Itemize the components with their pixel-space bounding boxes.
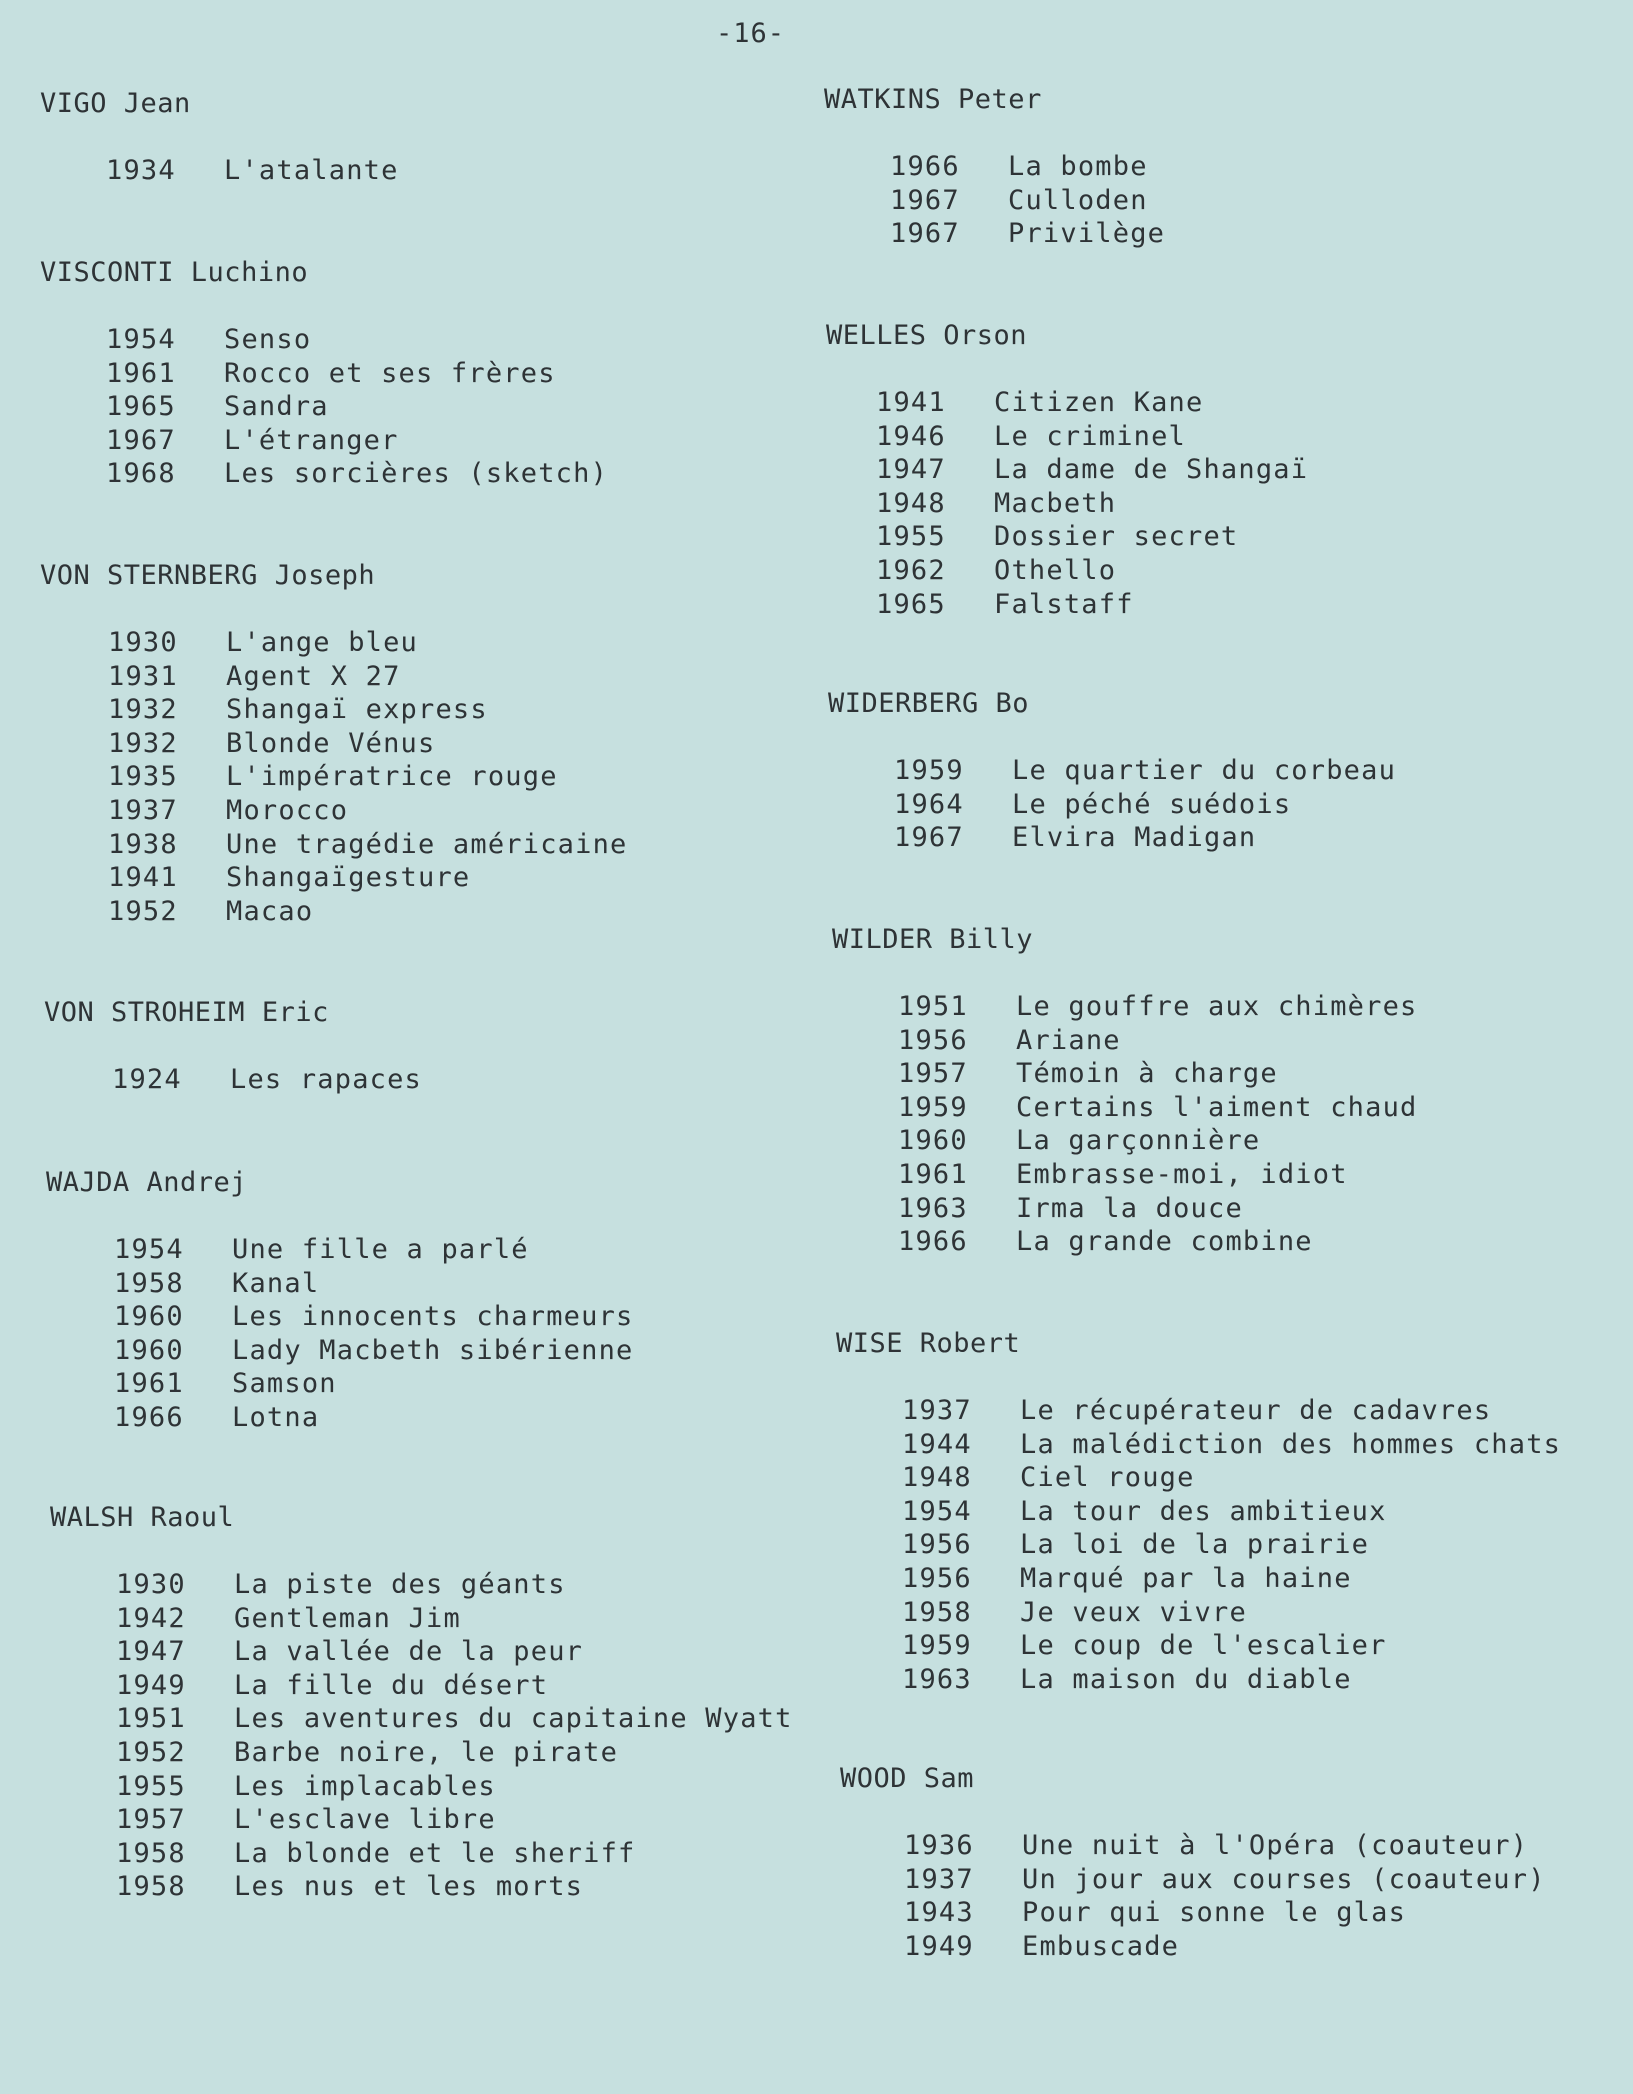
- film-title: Embrasse-moi, idiot: [1016, 1159, 1348, 1190]
- film-title: Le péché suédois: [1012, 788, 1292, 820]
- film-title: L'esclave libre: [234, 1804, 496, 1836]
- film-title: Les innocents charmeurs: [232, 1301, 634, 1333]
- film-title: Une fille a parlé: [232, 1234, 529, 1265]
- film-entry: [898, 991, 1417, 1022]
- film-entry: [876, 488, 1116, 519]
- film-year: 1948: [876, 487, 946, 519]
- director-name: WISE Robert: [836, 1328, 1021, 1359]
- film-title: L'impératrice rouge: [226, 761, 558, 793]
- film-year: 1942: [116, 1602, 186, 1634]
- film-year: 1955: [876, 521, 946, 553]
- film-year: 1935: [108, 761, 178, 793]
- film-entry: [894, 789, 1291, 820]
- film-entry: [116, 1838, 635, 1869]
- film-title: Privilège: [1008, 218, 1166, 250]
- film-year: 1943: [904, 1897, 974, 1929]
- film-entry: [114, 1402, 319, 1433]
- film-entry: [116, 1871, 583, 1902]
- film-year: 1937: [902, 1395, 972, 1426]
- film-title: Sandra: [224, 391, 329, 423]
- film-entry: [890, 151, 1148, 182]
- film-title: L'étranger: [224, 424, 399, 456]
- film-year: 1937: [904, 1863, 974, 1895]
- film-entry: [106, 324, 311, 355]
- film-entry: [898, 1058, 1278, 1089]
- film-entry: [112, 1064, 422, 1095]
- film-entry: [904, 1830, 1528, 1861]
- director-name: VIGO Jean: [40, 88, 191, 119]
- film-year: 1964: [894, 788, 964, 820]
- film-entry: [898, 1159, 1348, 1190]
- film-year: 1961: [898, 1159, 968, 1190]
- film-title: La blonde et le sheriff: [234, 1837, 636, 1869]
- film-title: La maison du diable: [1020, 1663, 1352, 1695]
- director-name: WALSH Raoul: [50, 1502, 235, 1533]
- film-title: La fille du désert: [234, 1669, 549, 1701]
- film-title: Elvira Madigan: [1012, 822, 1257, 854]
- film-entry: [902, 1630, 1387, 1661]
- film-title: Irma la douce: [1016, 1192, 1243, 1224]
- film-title: La dame de Shangaï: [994, 454, 1309, 486]
- film-year: 1930: [108, 627, 178, 658]
- film-title: Pour qui sonne le glas: [1022, 1897, 1407, 1929]
- film-entry: [108, 728, 435, 759]
- film-title: La vallée de la peur: [234, 1636, 584, 1668]
- film-entry: [106, 391, 329, 422]
- film-year: 1951: [116, 1703, 186, 1735]
- film-year: 1966: [898, 1226, 968, 1258]
- film-entry: [904, 1931, 1179, 1962]
- film-year: 1957: [116, 1804, 186, 1836]
- film-entry: [876, 521, 1238, 552]
- film-title: Dossier secret: [994, 521, 1239, 553]
- film-year: 1965: [876, 588, 946, 620]
- film-year: 1952: [116, 1737, 186, 1768]
- film-year: 1956: [902, 1529, 972, 1561]
- film-year: 1924: [112, 1064, 182, 1095]
- film-entry: [106, 155, 399, 186]
- film-entry: [876, 589, 1134, 620]
- film-title: Une tragédie américaine: [226, 828, 628, 860]
- film-year: 1960: [898, 1125, 968, 1157]
- director-name: VON STERNBERG Joseph: [40, 560, 376, 591]
- film-title: Samson: [232, 1368, 337, 1400]
- film-title: Les sorcières (sketch): [224, 458, 609, 490]
- film-year: 1932: [108, 727, 178, 759]
- film-title: Morocco: [226, 795, 349, 826]
- film-title: Le coup de l'escalier: [1020, 1630, 1387, 1662]
- film-year: 1958: [902, 1596, 972, 1628]
- film-title: Lady Macbeth sibérienne: [232, 1334, 634, 1366]
- film-entry: [898, 1092, 1417, 1123]
- film-year: 1967: [894, 822, 964, 854]
- film-title: La bombe: [1008, 151, 1148, 182]
- film-year: 1941: [108, 862, 178, 894]
- film-title: Shangaïgesture: [226, 862, 471, 894]
- film-entry: [898, 1025, 1121, 1056]
- film-entry: [108, 795, 348, 826]
- film-year: 1930: [116, 1569, 186, 1600]
- film-year: 1962: [876, 555, 946, 586]
- film-year: 1947: [116, 1636, 186, 1668]
- film-entry: [116, 1569, 566, 1600]
- film-entry: [902, 1563, 1352, 1594]
- film-title: Le quartier du corbeau: [1012, 755, 1397, 786]
- director-name: WIDERBERG Bo: [828, 688, 1030, 719]
- film-entry: [902, 1664, 1352, 1695]
- director-name: WAJDA Andrej: [46, 1167, 248, 1198]
- page-number: -16-: [716, 18, 786, 49]
- film-entry: [116, 1771, 496, 1802]
- film-year: 1948: [902, 1462, 972, 1494]
- film-year: 1966: [890, 151, 960, 182]
- film-year: 1958: [116, 1837, 186, 1869]
- film-year: 1965: [106, 391, 176, 423]
- film-year: 1954: [902, 1495, 972, 1527]
- film-entry: [890, 218, 1165, 249]
- film-title: Macao: [226, 895, 314, 927]
- film-year: 1954: [114, 1234, 184, 1265]
- film-year: 1931: [108, 660, 178, 692]
- film-year: 1956: [898, 1024, 968, 1056]
- film-title: Falstaff: [994, 588, 1134, 620]
- film-entry: [898, 1193, 1243, 1224]
- film-entry: [106, 358, 556, 389]
- film-year: 1952: [108, 895, 178, 927]
- director-name: WILDER Billy: [832, 924, 1034, 955]
- film-year: 1938: [108, 828, 178, 860]
- film-year: 1954: [106, 324, 176, 355]
- film-year: 1941: [876, 387, 946, 418]
- film-year: 1951: [898, 991, 968, 1022]
- film-entry: [108, 694, 488, 725]
- film-title: La malédiction des hommes chats: [1020, 1428, 1562, 1460]
- film-entry: [106, 458, 608, 489]
- film-title: Certains l'aiment chaud: [1016, 1091, 1418, 1123]
- film-year: 1960: [114, 1301, 184, 1333]
- film-year: 1967: [890, 218, 960, 250]
- film-entry: [876, 421, 1186, 452]
- film-year: 1967: [890, 184, 960, 216]
- film-title: Citizen Kane: [994, 387, 1204, 418]
- film-entry: [108, 627, 418, 658]
- director-name: WOOD Sam: [840, 1763, 975, 1794]
- film-title: La grande combine: [1016, 1226, 1313, 1258]
- film-entry: [114, 1368, 337, 1399]
- film-entry: [108, 761, 558, 792]
- film-year: 1966: [114, 1402, 184, 1433]
- film-entry: [108, 829, 627, 860]
- film-title: Une nuit à l'Opéra (coauteur): [1022, 1830, 1529, 1861]
- film-year: 1968: [106, 458, 176, 490]
- film-title: Kanal: [232, 1267, 320, 1299]
- film-title: Un jour aux courses (coauteur): [1022, 1863, 1546, 1895]
- director-name: WATKINS Peter: [824, 84, 1042, 115]
- film-title: Les nus et les morts: [234, 1871, 584, 1903]
- film-year: 1958: [114, 1267, 184, 1299]
- film-title: Témoin à charge: [1016, 1058, 1278, 1090]
- film-entry: [902, 1395, 1491, 1426]
- film-entry: [902, 1429, 1561, 1460]
- film-title: Rocco et ses frères: [224, 357, 556, 389]
- director-name: VISCONTI Luchino: [40, 257, 309, 288]
- film-title: Les aventures du capitaine Wyatt: [234, 1703, 793, 1735]
- film-entry: [116, 1636, 583, 1667]
- film-entry: [898, 1226, 1313, 1257]
- film-year: 1967: [106, 424, 176, 456]
- film-title: Ariane: [1016, 1024, 1121, 1056]
- film-year: 1934: [106, 155, 176, 186]
- film-entry: [116, 1603, 461, 1634]
- film-entry: [904, 1864, 1546, 1895]
- film-year: 1946: [876, 420, 946, 452]
- film-year: 1960: [114, 1334, 184, 1366]
- film-entry: [106, 425, 399, 456]
- film-year: 1961: [114, 1368, 184, 1400]
- film-year: 1944: [902, 1428, 972, 1460]
- film-title: Le gouffre aux chimères: [1016, 991, 1418, 1022]
- film-entry: [116, 1804, 496, 1835]
- film-title: L'atalante: [224, 155, 399, 186]
- film-year: 1961: [106, 357, 176, 389]
- film-year: 1959: [902, 1630, 972, 1662]
- film-entry: [116, 1737, 618, 1768]
- film-title: Lotna: [232, 1402, 320, 1433]
- film-entry: [902, 1496, 1387, 1527]
- film-title: La piste des géants: [234, 1569, 566, 1600]
- film-year: 1956: [902, 1563, 972, 1594]
- film-entry: [114, 1234, 529, 1265]
- film-entry: [894, 755, 1396, 786]
- film-entry: [114, 1268, 319, 1299]
- film-entry: [898, 1125, 1260, 1156]
- film-entry: [116, 1670, 548, 1701]
- film-entry: [876, 387, 1203, 418]
- film-entry: [108, 661, 401, 692]
- film-year: 1955: [116, 1770, 186, 1802]
- film-title: Marqué par la haine: [1020, 1563, 1352, 1594]
- director-name: VON STROHEIM Eric: [44, 997, 329, 1028]
- director-name: WELLES Orson: [826, 320, 1028, 351]
- film-year: 1947: [876, 454, 946, 486]
- film-year: 1963: [902, 1663, 972, 1695]
- film-year: 1936: [904, 1830, 974, 1861]
- film-title: L'ange bleu: [226, 627, 419, 658]
- film-entry: [114, 1335, 633, 1366]
- film-entry: [902, 1462, 1195, 1493]
- film-entry: [902, 1529, 1369, 1560]
- film-title: Le criminel: [994, 420, 1187, 452]
- film-title: Blonde Vénus: [226, 727, 436, 759]
- film-title: Barbe noire, le pirate: [234, 1737, 619, 1768]
- film-title: Embuscade: [1022, 1930, 1180, 1962]
- film-title: Les implacables: [234, 1770, 496, 1802]
- film-title: Culloden: [1008, 184, 1148, 216]
- film-title: Macbeth: [994, 487, 1117, 519]
- film-title: Les rapaces: [230, 1064, 423, 1095]
- film-year: 1958: [116, 1871, 186, 1903]
- film-title: La garçonnière: [1016, 1125, 1261, 1157]
- film-title: Gentleman Jim: [234, 1602, 461, 1634]
- film-entry: [116, 1703, 793, 1734]
- film-entry: [904, 1897, 1406, 1928]
- film-title: La tour des ambitieux: [1020, 1495, 1387, 1527]
- film-title: Je veux vivre: [1020, 1596, 1247, 1628]
- film-year: 1949: [904, 1930, 974, 1962]
- film-title: Agent X 27: [226, 660, 401, 692]
- film-year: 1937: [108, 795, 178, 826]
- film-entry: [894, 822, 1256, 853]
- film-title: Othello: [994, 555, 1117, 586]
- film-entry: [876, 555, 1116, 586]
- film-entry: [890, 185, 1148, 216]
- film-year: 1959: [894, 755, 964, 786]
- film-entry: [902, 1597, 1247, 1628]
- film-title: Shangaï express: [226, 694, 488, 726]
- film-title: Senso: [224, 324, 312, 355]
- film-entry: [108, 896, 313, 927]
- film-year: 1932: [108, 694, 178, 726]
- film-year: 1959: [898, 1091, 968, 1123]
- film-title: Ciel rouge: [1020, 1462, 1195, 1494]
- film-year: 1949: [116, 1669, 186, 1701]
- film-year: 1963: [898, 1192, 968, 1224]
- film-entry: [108, 862, 470, 893]
- film-year: 1957: [898, 1058, 968, 1090]
- film-entry: [114, 1301, 633, 1332]
- film-title: La loi de la prairie: [1020, 1529, 1370, 1561]
- film-title: Le récupérateur de cadavres: [1020, 1395, 1492, 1426]
- film-entry: [876, 454, 1308, 485]
